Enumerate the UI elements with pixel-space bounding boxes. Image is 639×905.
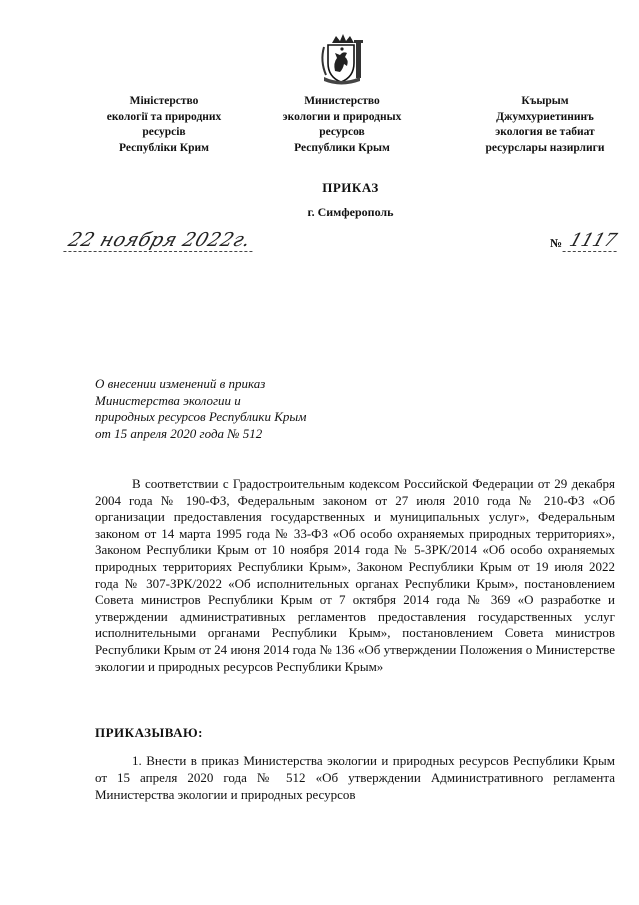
handwritten-date: 22 ноября 2022г. [63,229,260,252]
ministry-ua-line: ресурсів [142,126,186,138]
order-city: г. Симферополь [307,205,394,219]
coat-of-arms-emblem [318,33,368,85]
ministry-ru-line: экологии и природных [282,110,402,123]
ministry-header-ukrainian [84,94,244,156]
ministry-header-crimean-tatar [465,94,625,156]
handwritten-order-number: 1117 [562,230,623,252]
ministry-ru-line: Республики Крым [294,141,390,154]
order-title: ПРИКАЗ [322,180,379,195]
subject-line: О внесении изменений в приказ [95,376,266,391]
ministry-header-russian [262,94,422,156]
order-number-label: № [550,236,563,250]
ministry-ua-line: Республіки Крим [119,141,209,154]
ministry-ct-line: ресурслары назирлиги [485,141,605,154]
order-preamble [95,476,615,675]
subject-line: от 15 апреля 2020 года № 512 [95,425,263,441]
ministry-ct-line: Джумхуриетининъ [496,110,594,123]
item-1-paragraph: 1. Внести в приказ Министерства экологии и природных ресурсов Республики Крым от 15 апреля 2020 года № 512 «Об утверждении Административного регламента Министерства экологии и природных ресурсов [95,753,615,802]
subject-line: Министерства экологии и [95,392,241,408]
subject-line: природных ресурсов Республики Крым [95,409,307,424]
ministry-ct-line: экология ве табиат [495,126,595,138]
order-subject [95,376,306,442]
ministry-ru-line: ресурсов [319,126,365,138]
ministry-ru-line: Министерство [304,95,380,107]
order-command: ПРИКАЗЫВАЮ: [95,725,203,740]
ministry-ct-line: Къырым [521,95,569,107]
ministry-ua-line: Міністерство [129,95,199,107]
preamble-paragraph: В соответствии с Градостроительным кодексом Российской Федерации от 29 декабря 2004 года № 190-ФЗ, Федеральным законом от 27 июля 2010 года № 210-ФЗ «Об организации предоставления государственных и муниципальных услуг», Федеральным законом от 14 марта 1995 года № 33-ФЗ «Об особо охраняемых природных территориях», Законом Республики Крым от 10 ноября 2014 года № 5-ЗРК/2014 «Об особо охраняемых природных территориях Республики Крым», Законом Республики Крым от 19 июля 2022 года № 307-ЗРК/2022 «Об исполнительных органах Республики Крым», постановлением Совета министров Республики Крым от 7 октября 2014 года № 369 «О разработке и утверждении административных регламентов предоставления государственных услуг исполнительными органами Республики Крым», постановлением Совета министров Республики Крым от 24 июня 2014 года № 136 «Об утверждении Положения о Министерстве экологии и природных ресурсов Республики Крым» [95,476,615,674]
order-item-1 [95,752,615,803]
ministry-ua-line: екології та природних [106,110,222,123]
